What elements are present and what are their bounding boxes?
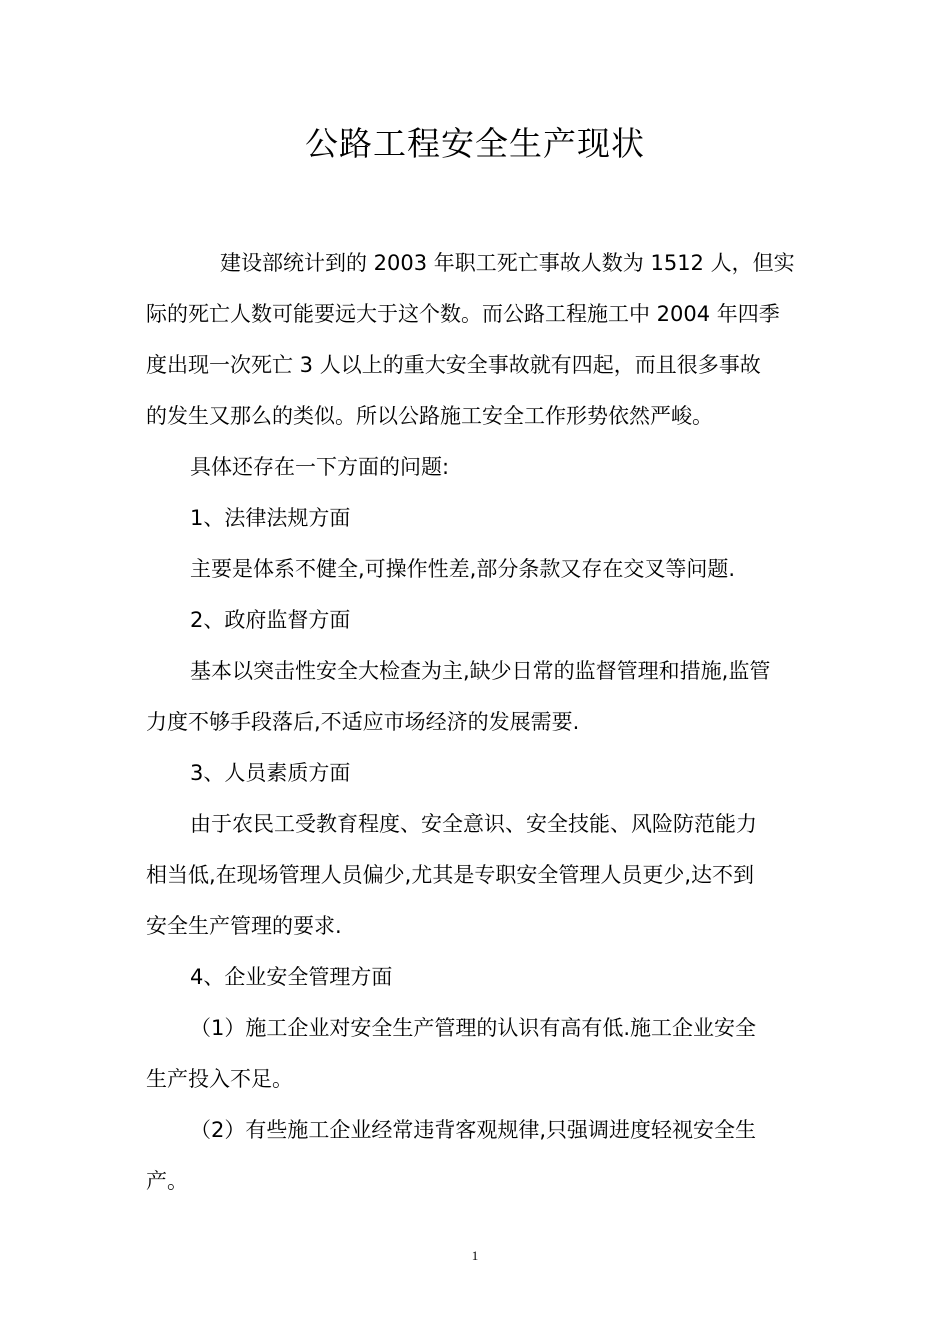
paragraph-line: 由于农民工受教育程度、安全意识、安全技能、风险防范能力: [190, 812, 757, 836]
paragraph-line: 生产投入不足。: [146, 1067, 293, 1091]
section-heading: 1、法律法规方面: [190, 506, 351, 530]
section-heading: 3、人员素质方面: [190, 761, 351, 785]
section-heading: 2、政府监督方面: [190, 608, 351, 632]
paragraph-line: （1）施工企业对安全生产管理的认识有高有低.施工企业安全: [190, 1016, 757, 1040]
paragraph-line: 具体还存在一下方面的问题:: [190, 455, 450, 479]
paragraph-line: 际的死亡人数可能要远大于这个数。而公路工程施工中 2004 年四季: [146, 302, 780, 326]
paragraph-line: 产。: [146, 1169, 188, 1193]
paragraph-line: 度出现一次死亡 3 人以上的重大安全事故就有四起，而且很多事故: [146, 353, 761, 377]
paragraph-line: 的发生又那么的类似。所以公路施工安全工作形势依然严峻。: [146, 404, 713, 428]
paragraph-line: 主要是体系不健全,可操作性差,部分条款又存在交叉等问题.: [190, 557, 736, 581]
document-title: 公路工程安全生产现状: [305, 124, 645, 163]
paragraph-line: 相当低,在现场管理人员偏少,尤其是专职安全管理人员更少,达不到: [146, 863, 755, 887]
paragraph-line: 基本以突击性安全大检查为主,缺少日常的监督管理和措施,监管: [190, 659, 771, 683]
paragraph-line: 安全生产管理的要求.: [146, 914, 342, 938]
paragraph-line: 建设部统计到的 2003 年职工死亡事故人数为 1512 人，但实: [220, 251, 795, 275]
paragraph-line: （2）有些施工企业经常违背客观规律,只强调进度轻视安全生: [190, 1118, 757, 1142]
paragraph-line: 力度不够手段落后,不适应市场经济的发展需要.: [146, 710, 580, 734]
section-heading: 4、企业安全管理方面: [190, 965, 393, 989]
page-number: 1: [471, 1248, 479, 1263]
